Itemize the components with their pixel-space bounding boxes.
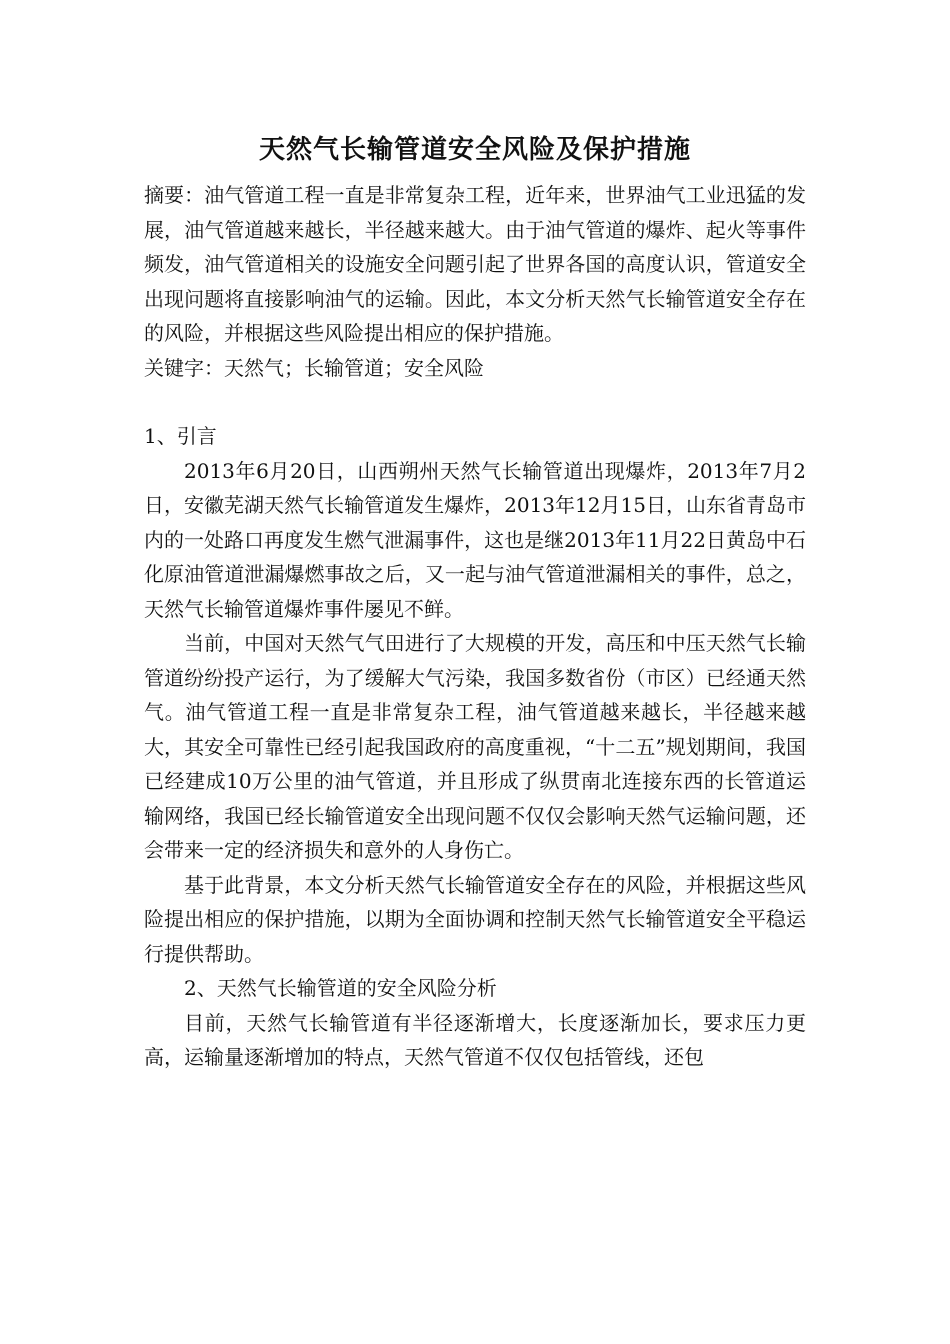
section-2-heading: 2、天然气长输管道的安全风险分析 xyxy=(184,976,497,1000)
keywords-line: 关键字：天然气；长输管道；安全风险 xyxy=(144,355,484,380)
section-1-paragraph-2: 当前，中国对天然气气田进行了大规模的开发，高压和中压天然气长输管道纷纷投产运行，为了缓解大气污染，我国多数省份（市区）已经通天然气。油气管道工程一直是非常复杂工程，油气管道越来越长，半径越来越大，其安全可靠性已经引起我国政府的高度重视，“十二五”规划期间，我国已经建成10万公里的油气管道，并且形成了纵贯南北连接东西的长管道运输网络，我国已经长输管道安全出现问题不仅仅会影响天然气运输问题，还会带来一定的经济损失和意外的人身伤亡。 xyxy=(144,631,806,862)
abstract-paragraph: 摘要：油气管道工程一直是非常复杂工程，近年来，世界油气工业迅猛的发展，油气管道越来越长，半径越来越大。由于油气管道的爆炸、起火等事件频发，油气管道相关的设施安全问题引起了世界各国的高度认识，管道安全出现问题将直接影响油气的运输。因此，本文分析天然气长输管道安全存在的风险，并根据这些风险提出相应的保护措施。 xyxy=(144,183,806,345)
section-1-paragraph-3: 基于此背景，本文分析天然气长输管道安全存在的风险，并根据这些风险提出相应的保护措施，以期为全面协调和控制天然气长输管道安全平稳运行提供帮助。 xyxy=(144,872,806,966)
blank-line xyxy=(144,385,806,419)
section-1-heading: 1、引言 xyxy=(144,424,217,448)
document-page xyxy=(144,126,806,1075)
document-title: 天然气长输管道安全风险及保护措施 xyxy=(258,135,691,165)
section-1-paragraph-1: 2013年6月20日，山西朔州天然气长输管道出现爆炸，2013年7月2日，安徽芜湖天然气长输管道发生爆炸，2013年12月15日，山东省青岛市内的一处路口再度发生燃气泄漏事件，这也是继2013年11月22日黄岛中石化原油管道泄漏爆燃事故之后，又一起与油气管道泄漏相关的事件，总之，天然气长输管道爆炸事件屡见不鲜。 xyxy=(144,458,806,621)
section-2-paragraph-1: 目前，天然气长输管道有半径逐渐增大，长度逐渐加长，要求压力更高，运输量逐渐增加的特点，天然气管道不仅仅包括管线，还包 xyxy=(144,1010,806,1069)
